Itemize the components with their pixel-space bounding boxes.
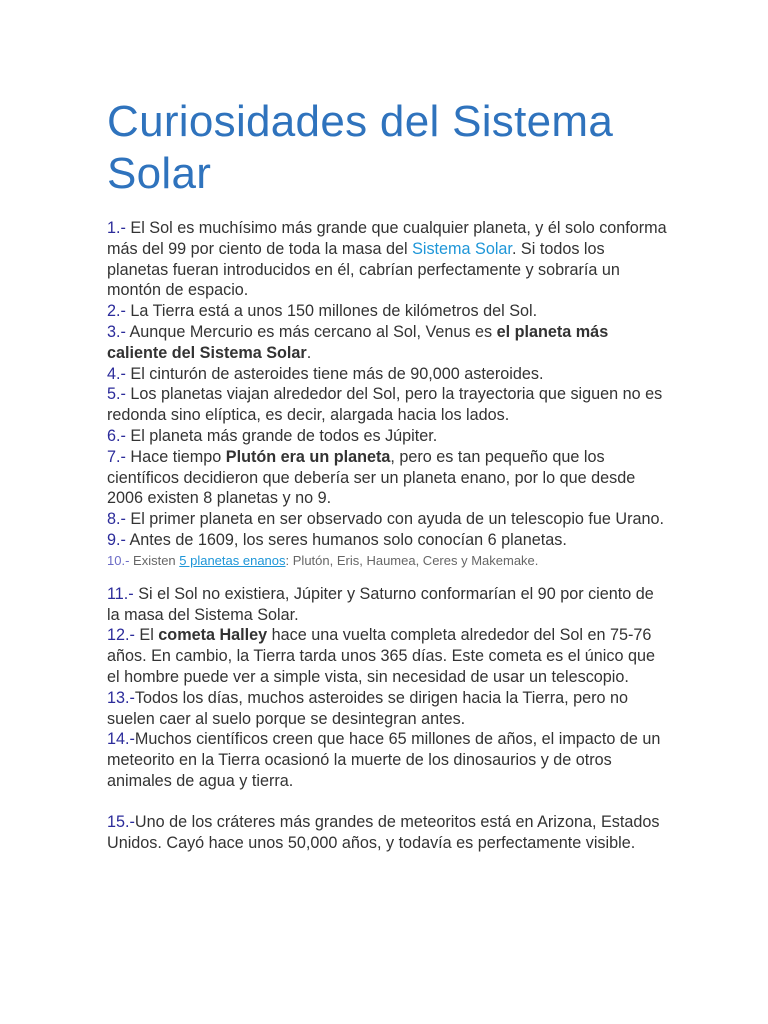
fact-item-6: 6.- El planeta más grande de todos es Júpiter. [107,426,438,445]
fact-item-10: 10.- Existen 5 planetas enanos: Plutón, Eris, Haumea, Ceres y Makemake. [107,552,539,568]
link-sistema-solar[interactable]: Sistema Solar [412,239,512,258]
facts-list [107,218,668,853]
fact-item-8: 8.- El primer planeta en ser observado con ayuda de un telescopio fue Urano. [107,510,665,529]
fact-item-7: 7.- Hace tiempo Plutón era un planeta, pero es tan pequeño que los científicos decidieron que debería ser un planeta enano, por lo que desde 2006 existen 8 planetas y no 9. [107,447,636,508]
fact-item-3: 3.- Aunque Mercurio es más cercano al Sol, Venus es el planeta más caliente del Sistema Solar. [107,322,609,362]
fact-item-9: 9.- Antes de 1609, los seres humanos solo conocían 6 planetas. [107,530,567,549]
fact-item-13: 13.-Todos los días, muchos asteroides se dirigen hacia la Tierra, pero no suelen caer al suelo porque se desintegran antes. [107,688,628,728]
fact-item-11: 11.- Si el Sol no existiera, Júpiter y Saturno conformarían el 90 por ciento de la masa del Sistema Solar. [107,584,654,624]
fact-item-15: 15.-Uno de los cráteres más grandes de meteoritos está en Arizona, Estados Unidos. Cayó hace unos 50,000 años, y todavía es perfectamente visible. [107,812,660,852]
link-planetas-enanos[interactable]: 5 planetas enanos [179,552,286,568]
fact-item-5: 5.- Los planetas viajan alrededor del Sol, pero la trayectoria que siguen no es redonda sino elíptica, es decir, alargada hacia los lados. [107,385,663,425]
fact-item-12: 12.- El cometa Halley hace una vuelta completa alrededor del Sol en 75-76 años. En cambio, la Tierra tarda unos 365 días. Este cometa es el único que el hombre puede ver a simple vista, sin necesidad de usar un telescopio. [107,626,655,686]
fact-item-1: 1.- El Sol es muchísimo más grande que cualquier planeta, y él solo conforma más del 99 por ciento de toda la masa del Sistema Solar. Si todos los planetas fueran introducidos en él, cabrían perfectamente y sobraría un montón de espacio. [107,219,667,300]
fact-item-14: 14.-Muchos científicos creen que hace 65 millones de años, el impacto de un meteorito en la Tierra ocasionó la muerte de los dinosaurios y de otros animales de agua y tierra. [107,730,661,790]
page-title: Curiosidades del Sistema Solar [107,97,614,198]
fact-item-4: 4.- El cinturón de asteroides tiene más de 90,000 asteroides. [107,364,544,383]
fact-item-2: 2.- La Tierra está a unos 150 millones de kilómetros del Sol. [107,302,538,321]
